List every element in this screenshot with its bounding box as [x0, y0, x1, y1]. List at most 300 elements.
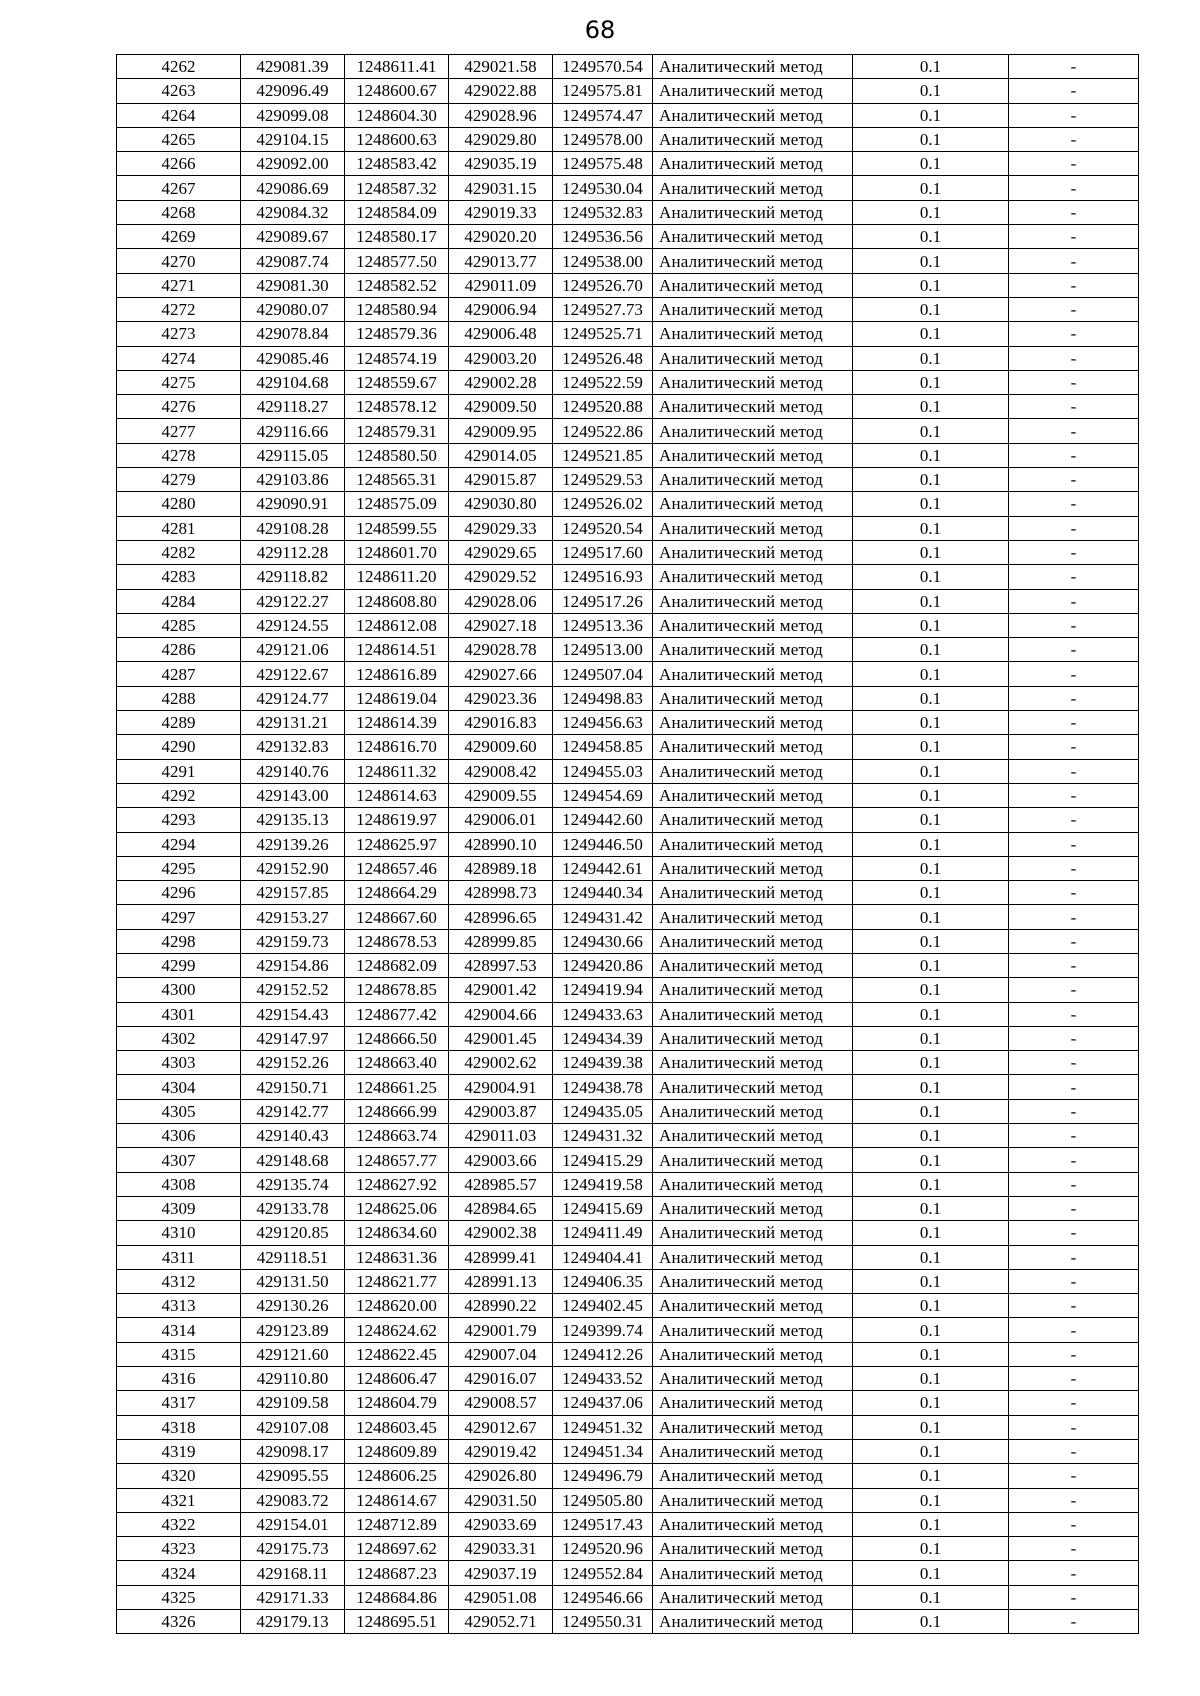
method-cell: Аналитический метод — [653, 1512, 853, 1536]
point-number-cell: 4302 — [117, 1026, 241, 1050]
table-row — [117, 419, 1139, 443]
accuracy-cell: 0.1 — [853, 346, 1009, 370]
point-number-cell: 4303 — [117, 1051, 241, 1075]
method-cell: Аналитический метод — [653, 79, 853, 103]
note-cell: - — [1009, 1099, 1139, 1123]
point-number-cell: 4318 — [117, 1415, 241, 1439]
y-new-cell: 1249575.81 — [553, 79, 653, 103]
y-old-cell: 1248611.41 — [345, 55, 449, 79]
point-number-cell: 4287 — [117, 662, 241, 686]
method-cell: Аналитический метод — [653, 1148, 853, 1172]
method-cell: Аналитический метод — [653, 1537, 853, 1561]
table-row — [117, 395, 1139, 419]
accuracy-cell: 0.1 — [853, 783, 1009, 807]
x-new-cell: 429009.50 — [449, 395, 553, 419]
y-old-cell: 1248663.74 — [345, 1124, 449, 1148]
point-number-cell: 4278 — [117, 443, 241, 467]
y-new-cell: 1249419.58 — [553, 1172, 653, 1196]
y-old-cell: 1248634.60 — [345, 1221, 449, 1245]
y-old-cell: 1248584.09 — [345, 200, 449, 224]
x-new-cell: 428991.13 — [449, 1269, 553, 1293]
table-row — [117, 1026, 1139, 1050]
method-cell: Аналитический метод — [653, 540, 853, 564]
note-cell: - — [1009, 929, 1139, 953]
x-old-cell: 429135.74 — [241, 1172, 345, 1196]
point-number-cell: 4292 — [117, 783, 241, 807]
accuracy-cell: 0.1 — [853, 832, 1009, 856]
y-old-cell: 1248565.31 — [345, 468, 449, 492]
note-cell: - — [1009, 1318, 1139, 1342]
y-new-cell: 1249578.00 — [553, 127, 653, 151]
y-new-cell: 1249412.26 — [553, 1342, 653, 1366]
point-number-cell: 4262 — [117, 55, 241, 79]
note-cell: - — [1009, 492, 1139, 516]
note-cell: - — [1009, 905, 1139, 929]
table-row — [117, 783, 1139, 807]
y-new-cell: 1249402.45 — [553, 1294, 653, 1318]
method-cell: Аналитический метод — [653, 783, 853, 807]
x-old-cell: 429080.07 — [241, 297, 345, 321]
note-cell: - — [1009, 832, 1139, 856]
x-new-cell: 429006.94 — [449, 297, 553, 321]
note-cell: - — [1009, 152, 1139, 176]
note-cell: - — [1009, 662, 1139, 686]
point-number-cell: 4263 — [117, 79, 241, 103]
point-number-cell: 4284 — [117, 589, 241, 613]
method-cell: Аналитический метод — [653, 176, 853, 200]
accuracy-cell: 0.1 — [853, 735, 1009, 759]
y-old-cell: 1248678.53 — [345, 929, 449, 953]
y-new-cell: 1249575.48 — [553, 152, 653, 176]
x-old-cell: 429085.46 — [241, 346, 345, 370]
accuracy-cell: 0.1 — [853, 1318, 1009, 1342]
y-old-cell: 1248627.92 — [345, 1172, 449, 1196]
y-old-cell: 1248625.06 — [345, 1196, 449, 1220]
accuracy-cell: 0.1 — [853, 905, 1009, 929]
y-new-cell: 1249433.52 — [553, 1367, 653, 1391]
accuracy-cell: 0.1 — [853, 79, 1009, 103]
table-row — [117, 1367, 1139, 1391]
method-cell: Аналитический метод — [653, 1561, 853, 1585]
method-cell: Аналитический метод — [653, 1342, 853, 1366]
method-cell: Аналитический метод — [653, 1585, 853, 1609]
y-new-cell: 1249520.54 — [553, 516, 653, 540]
y-new-cell: 1249456.63 — [553, 711, 653, 735]
x-new-cell: 428996.65 — [449, 905, 553, 929]
accuracy-cell: 0.1 — [853, 1221, 1009, 1245]
accuracy-cell: 0.1 — [853, 127, 1009, 151]
point-number-cell: 4305 — [117, 1099, 241, 1123]
y-new-cell: 1249442.61 — [553, 856, 653, 880]
x-old-cell: 429086.69 — [241, 176, 345, 200]
table-row — [117, 565, 1139, 589]
accuracy-cell: 0.1 — [853, 419, 1009, 443]
accuracy-cell: 0.1 — [853, 516, 1009, 540]
x-old-cell: 429107.08 — [241, 1415, 345, 1439]
y-old-cell: 1248657.46 — [345, 856, 449, 880]
x-old-cell: 429132.83 — [241, 735, 345, 759]
y-old-cell: 1248664.29 — [345, 881, 449, 905]
x-new-cell: 429029.33 — [449, 516, 553, 540]
y-new-cell: 1249419.94 — [553, 978, 653, 1002]
y-new-cell: 1249516.93 — [553, 565, 653, 589]
point-number-cell: 4320 — [117, 1464, 241, 1488]
y-new-cell: 1249574.47 — [553, 103, 653, 127]
method-cell: Аналитический метод — [653, 1269, 853, 1293]
note-cell: - — [1009, 711, 1139, 735]
note-cell: - — [1009, 1561, 1139, 1585]
y-new-cell: 1249536.56 — [553, 225, 653, 249]
point-number-cell: 4265 — [117, 127, 241, 151]
accuracy-cell: 0.1 — [853, 443, 1009, 467]
note-cell: - — [1009, 1294, 1139, 1318]
table-row — [117, 1585, 1139, 1609]
accuracy-cell: 0.1 — [853, 370, 1009, 394]
table-row — [117, 711, 1139, 735]
point-number-cell: 4288 — [117, 686, 241, 710]
note-cell: - — [1009, 273, 1139, 297]
x-old-cell: 429142.77 — [241, 1099, 345, 1123]
y-old-cell: 1248612.08 — [345, 613, 449, 637]
note-cell: - — [1009, 856, 1139, 880]
y-old-cell: 1248620.00 — [345, 1294, 449, 1318]
method-cell: Аналитический метод — [653, 443, 853, 467]
accuracy-cell: 0.1 — [853, 808, 1009, 832]
y-old-cell: 1248579.36 — [345, 322, 449, 346]
x-old-cell: 429124.55 — [241, 613, 345, 637]
note-cell: - — [1009, 176, 1139, 200]
accuracy-cell: 0.1 — [853, 589, 1009, 613]
note-cell: - — [1009, 322, 1139, 346]
accuracy-cell: 0.1 — [853, 152, 1009, 176]
x-old-cell: 429143.00 — [241, 783, 345, 807]
table-row — [117, 249, 1139, 273]
x-new-cell: 429021.58 — [449, 55, 553, 79]
x-old-cell: 429078.84 — [241, 322, 345, 346]
x-old-cell: 429116.66 — [241, 419, 345, 443]
table-row — [117, 905, 1139, 929]
table-row — [117, 346, 1139, 370]
x-new-cell: 429006.01 — [449, 808, 553, 832]
x-old-cell: 429096.49 — [241, 79, 345, 103]
method-cell: Аналитический метод — [653, 322, 853, 346]
y-new-cell: 1249520.88 — [553, 395, 653, 419]
y-new-cell: 1249550.31 — [553, 1610, 653, 1634]
x-old-cell: 429140.76 — [241, 759, 345, 783]
x-new-cell: 429009.60 — [449, 735, 553, 759]
note-cell: - — [1009, 759, 1139, 783]
x-new-cell: 429019.33 — [449, 200, 553, 224]
note-cell: - — [1009, 1269, 1139, 1293]
y-new-cell: 1249430.66 — [553, 929, 653, 953]
method-cell: Аналитический метод — [653, 152, 853, 176]
point-number-cell: 4316 — [117, 1367, 241, 1391]
method-cell: Аналитический метод — [653, 613, 853, 637]
y-old-cell: 1248582.52 — [345, 273, 449, 297]
y-old-cell: 1248614.39 — [345, 711, 449, 735]
table-row — [117, 856, 1139, 880]
y-new-cell: 1249406.35 — [553, 1269, 653, 1293]
x-old-cell: 429081.39 — [241, 55, 345, 79]
accuracy-cell: 0.1 — [853, 1464, 1009, 1488]
x-old-cell: 429098.17 — [241, 1439, 345, 1463]
method-cell: Аналитический метод — [653, 953, 853, 977]
note-cell: - — [1009, 200, 1139, 224]
y-old-cell: 1248666.50 — [345, 1026, 449, 1050]
x-old-cell: 429147.97 — [241, 1026, 345, 1050]
method-cell: Аналитический метод — [653, 856, 853, 880]
y-new-cell: 1249552.84 — [553, 1561, 653, 1585]
method-cell: Аналитический метод — [653, 200, 853, 224]
note-cell: - — [1009, 1124, 1139, 1148]
point-number-cell: 4279 — [117, 468, 241, 492]
method-cell: Аналитический метод — [653, 1488, 853, 1512]
table-row — [117, 55, 1139, 79]
x-old-cell: 429157.85 — [241, 881, 345, 905]
method-cell: Аналитический метод — [653, 468, 853, 492]
method-cell: Аналитический метод — [653, 1099, 853, 1123]
x-old-cell: 429083.72 — [241, 1488, 345, 1512]
y-old-cell: 1248712.89 — [345, 1512, 449, 1536]
y-old-cell: 1248604.30 — [345, 103, 449, 127]
x-new-cell: 429019.42 — [449, 1439, 553, 1463]
method-cell: Аналитический метод — [653, 1318, 853, 1342]
y-old-cell: 1248580.50 — [345, 443, 449, 467]
x-new-cell: 428990.22 — [449, 1294, 553, 1318]
x-new-cell: 429035.19 — [449, 152, 553, 176]
table-row — [117, 1221, 1139, 1245]
x-old-cell: 429154.86 — [241, 953, 345, 977]
accuracy-cell: 0.1 — [853, 225, 1009, 249]
y-new-cell: 1249521.85 — [553, 443, 653, 467]
y-new-cell: 1249496.79 — [553, 1464, 653, 1488]
table-row — [117, 735, 1139, 759]
method-cell: Аналитический метод — [653, 249, 853, 273]
note-cell: - — [1009, 1221, 1139, 1245]
x-old-cell: 429123.89 — [241, 1318, 345, 1342]
note-cell: - — [1009, 1391, 1139, 1415]
method-cell: Аналитический метод — [653, 881, 853, 905]
table-body — [117, 55, 1139, 1634]
x-new-cell: 429028.96 — [449, 103, 553, 127]
y-new-cell: 1249446.50 — [553, 832, 653, 856]
table-row — [117, 516, 1139, 540]
x-new-cell: 429003.66 — [449, 1148, 553, 1172]
y-old-cell: 1248657.77 — [345, 1148, 449, 1172]
y-new-cell: 1249526.70 — [553, 273, 653, 297]
accuracy-cell: 0.1 — [853, 1245, 1009, 1269]
x-new-cell: 429009.55 — [449, 783, 553, 807]
accuracy-cell: 0.1 — [853, 613, 1009, 637]
y-old-cell: 1248666.99 — [345, 1099, 449, 1123]
y-old-cell: 1248599.55 — [345, 516, 449, 540]
table-row — [117, 953, 1139, 977]
accuracy-cell: 0.1 — [853, 1196, 1009, 1220]
y-new-cell: 1249526.02 — [553, 492, 653, 516]
point-number-cell: 4282 — [117, 540, 241, 564]
accuracy-cell: 0.1 — [853, 711, 1009, 735]
x-new-cell: 429027.18 — [449, 613, 553, 637]
x-old-cell: 429090.91 — [241, 492, 345, 516]
y-new-cell: 1249538.00 — [553, 249, 653, 273]
method-cell: Аналитический метод — [653, 55, 853, 79]
y-new-cell: 1249451.32 — [553, 1415, 653, 1439]
accuracy-cell: 0.1 — [853, 1148, 1009, 1172]
x-new-cell: 429031.50 — [449, 1488, 553, 1512]
x-new-cell: 429027.66 — [449, 662, 553, 686]
x-new-cell: 428997.53 — [449, 953, 553, 977]
x-old-cell: 429121.06 — [241, 638, 345, 662]
point-number-cell: 4326 — [117, 1610, 241, 1634]
x-new-cell: 428990.10 — [449, 832, 553, 856]
note-cell: - — [1009, 419, 1139, 443]
y-new-cell: 1249525.71 — [553, 322, 653, 346]
note-cell: - — [1009, 1148, 1139, 1172]
table-row — [117, 686, 1139, 710]
table-row — [117, 200, 1139, 224]
table-row — [117, 103, 1139, 127]
accuracy-cell: 0.1 — [853, 1585, 1009, 1609]
y-old-cell: 1248682.09 — [345, 953, 449, 977]
method-cell: Аналитический метод — [653, 1221, 853, 1245]
x-old-cell: 429154.01 — [241, 1512, 345, 1536]
note-cell: - — [1009, 638, 1139, 662]
note-cell: - — [1009, 565, 1139, 589]
y-new-cell: 1249517.26 — [553, 589, 653, 613]
accuracy-cell: 0.1 — [853, 929, 1009, 953]
point-number-cell: 4321 — [117, 1488, 241, 1512]
y-old-cell: 1248616.70 — [345, 735, 449, 759]
x-new-cell: 429006.48 — [449, 322, 553, 346]
point-number-cell: 4325 — [117, 1585, 241, 1609]
table-row — [117, 1391, 1139, 1415]
table-row — [117, 1002, 1139, 1026]
x-old-cell: 429095.55 — [241, 1464, 345, 1488]
method-cell: Аналитический метод — [653, 1075, 853, 1099]
table-row — [117, 1318, 1139, 1342]
table-row — [117, 1488, 1139, 1512]
note-cell: - — [1009, 1075, 1139, 1099]
accuracy-cell: 0.1 — [853, 1439, 1009, 1463]
y-old-cell: 1248580.94 — [345, 297, 449, 321]
point-number-cell: 4274 — [117, 346, 241, 370]
table-row — [117, 540, 1139, 564]
note-cell: - — [1009, 589, 1139, 613]
y-old-cell: 1248580.17 — [345, 225, 449, 249]
x-old-cell: 429154.43 — [241, 1002, 345, 1026]
accuracy-cell: 0.1 — [853, 1099, 1009, 1123]
accuracy-cell: 0.1 — [853, 1026, 1009, 1050]
y-old-cell: 1248622.45 — [345, 1342, 449, 1366]
y-new-cell: 1249522.86 — [553, 419, 653, 443]
point-number-cell: 4296 — [117, 881, 241, 905]
accuracy-cell: 0.1 — [853, 662, 1009, 686]
method-cell: Аналитический метод — [653, 662, 853, 686]
accuracy-cell: 0.1 — [853, 1051, 1009, 1075]
y-old-cell: 1248667.60 — [345, 905, 449, 929]
table-row — [117, 1196, 1139, 1220]
point-number-cell: 4272 — [117, 297, 241, 321]
y-new-cell: 1249434.39 — [553, 1026, 653, 1050]
x-new-cell: 429004.66 — [449, 1002, 553, 1026]
y-new-cell: 1249530.04 — [553, 176, 653, 200]
y-old-cell: 1248661.25 — [345, 1075, 449, 1099]
y-old-cell: 1248695.51 — [345, 1610, 449, 1634]
accuracy-cell: 0.1 — [853, 1075, 1009, 1099]
point-number-cell: 4315 — [117, 1342, 241, 1366]
x-old-cell: 429084.32 — [241, 200, 345, 224]
note-cell: - — [1009, 346, 1139, 370]
y-new-cell: 1249411.49 — [553, 1221, 653, 1245]
x-new-cell: 429029.80 — [449, 127, 553, 151]
y-new-cell: 1249527.73 — [553, 297, 653, 321]
x-old-cell: 429103.86 — [241, 468, 345, 492]
table-row — [117, 662, 1139, 686]
method-cell: Аналитический метод — [653, 1367, 853, 1391]
point-number-cell: 4299 — [117, 953, 241, 977]
accuracy-cell: 0.1 — [853, 1415, 1009, 1439]
note-cell: - — [1009, 1196, 1139, 1220]
y-old-cell: 1248631.36 — [345, 1245, 449, 1269]
table-row — [117, 638, 1139, 662]
x-old-cell: 429087.74 — [241, 249, 345, 273]
method-cell: Аналитический метод — [653, 589, 853, 613]
x-old-cell: 429152.52 — [241, 978, 345, 1002]
accuracy-cell: 0.1 — [853, 1512, 1009, 1536]
point-number-cell: 4271 — [117, 273, 241, 297]
note-cell: - — [1009, 1172, 1139, 1196]
method-cell: Аналитический метод — [653, 1172, 853, 1196]
y-new-cell: 1249435.05 — [553, 1099, 653, 1123]
x-new-cell: 429028.78 — [449, 638, 553, 662]
note-cell: - — [1009, 127, 1139, 151]
table-row — [117, 225, 1139, 249]
method-cell: Аналитический метод — [653, 492, 853, 516]
method-cell: Аналитический метод — [653, 273, 853, 297]
x-old-cell: 429140.43 — [241, 1124, 345, 1148]
y-new-cell: 1249570.54 — [553, 55, 653, 79]
x-old-cell: 429122.27 — [241, 589, 345, 613]
note-cell: - — [1009, 1464, 1139, 1488]
note-cell: - — [1009, 516, 1139, 540]
y-new-cell: 1249415.29 — [553, 1148, 653, 1172]
accuracy-cell: 0.1 — [853, 1002, 1009, 1026]
method-cell: Аналитический метод — [653, 225, 853, 249]
y-old-cell: 1248609.89 — [345, 1439, 449, 1463]
y-old-cell: 1248606.25 — [345, 1464, 449, 1488]
point-number-cell: 4317 — [117, 1391, 241, 1415]
accuracy-cell: 0.1 — [853, 1391, 1009, 1415]
x-new-cell: 429016.07 — [449, 1367, 553, 1391]
x-new-cell: 428989.18 — [449, 856, 553, 880]
method-cell: Аналитический метод — [653, 711, 853, 735]
table-row — [117, 1561, 1139, 1585]
table-row — [117, 370, 1139, 394]
table-row — [117, 808, 1139, 832]
note-cell: - — [1009, 881, 1139, 905]
accuracy-cell: 0.1 — [853, 1488, 1009, 1512]
y-new-cell: 1249438.78 — [553, 1075, 653, 1099]
x-new-cell: 429051.08 — [449, 1585, 553, 1609]
table-row — [117, 492, 1139, 516]
point-number-cell: 4304 — [117, 1075, 241, 1099]
note-cell: - — [1009, 735, 1139, 759]
x-new-cell: 429029.52 — [449, 565, 553, 589]
table-row — [117, 1464, 1139, 1488]
table-row — [117, 978, 1139, 1002]
point-number-cell: 4285 — [117, 613, 241, 637]
method-cell: Аналитический метод — [653, 905, 853, 929]
